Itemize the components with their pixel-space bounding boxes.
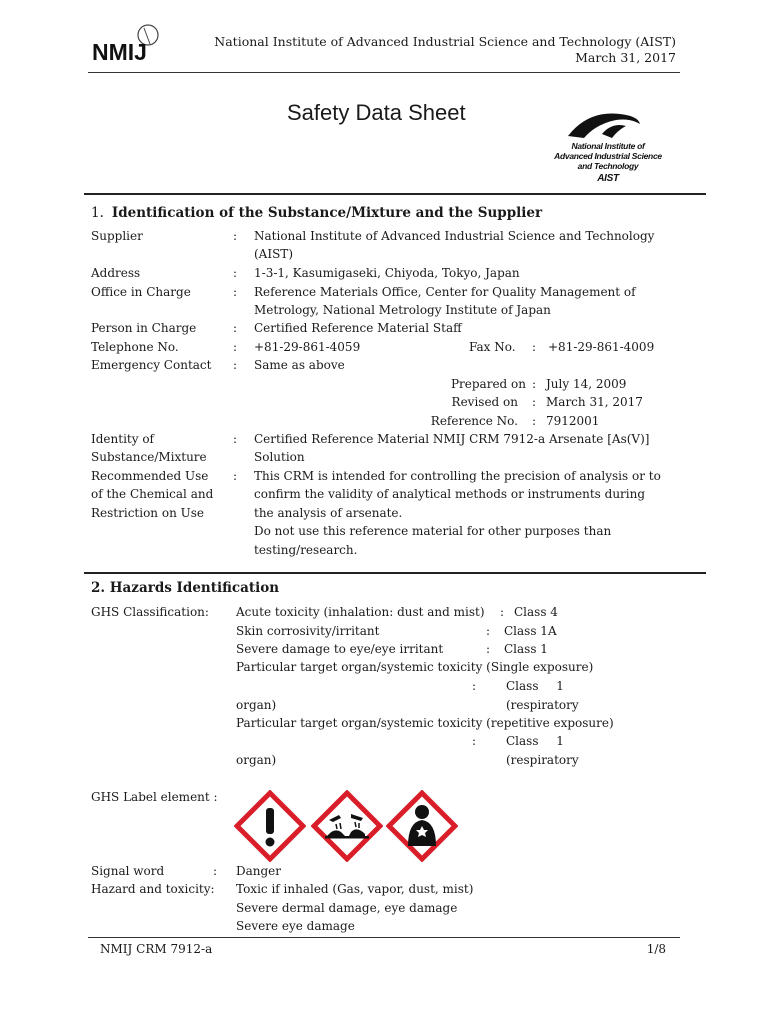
class-2-name: Skin corrosivity/irritant [236, 624, 380, 638]
colon: : [233, 432, 238, 446]
class-4-value-2: organ) [236, 698, 277, 712]
aist-swoosh-2 [602, 125, 626, 138]
footer-page-number: 1/8 [646, 942, 666, 956]
header-date: March 31, 2017 [575, 50, 676, 65]
use-value-2: confirm the validity of analytical methods or instruments during [254, 487, 646, 501]
hazard-toxicity-label: Hazard and toxicity: [91, 882, 215, 896]
revised-value: March 31, 2017 [546, 395, 643, 409]
section1-title: Identification of the Substance/Mixture and the Supplier [111, 205, 543, 221]
colon: : [233, 266, 238, 280]
colon: : [472, 734, 477, 748]
section1-divider [84, 193, 706, 195]
section1-number: 1. [91, 205, 104, 221]
prepared-value: July 14, 2009 [546, 377, 627, 391]
class-2-value: Class 1A [504, 624, 557, 638]
colon: : [472, 679, 477, 693]
page-title: Safety Data Sheet [287, 100, 466, 125]
colon: : [500, 605, 505, 619]
colon: : [486, 642, 491, 656]
aist-line-1: National Institute of [571, 141, 645, 151]
identity-label-2: Substance/Mixture [91, 450, 207, 464]
nmij-logo [90, 24, 170, 66]
address-value: 1-3-1, Kasumigaseki, Chiyoda, Tokyo, Japan [254, 266, 520, 280]
identity-label-1: Identity of [91, 432, 154, 446]
colon: : [532, 395, 537, 409]
use-value-1: This CRM is intended for controlling the precision of analysis or to [254, 469, 661, 483]
colon: : [532, 414, 537, 428]
supplier-value-2: (AIST) [254, 247, 293, 261]
header-organization: National Institute of Advanced Industrial Science and Technology (AIST) [214, 34, 676, 49]
person-value: Certified Reference Material Staff [254, 321, 462, 335]
aist-line-4: AIST [597, 173, 619, 184]
class-5-value-1: Class 1 (respiratory [506, 734, 579, 767]
colon: : [213, 864, 218, 878]
colon: : [532, 340, 537, 354]
identity-value-2: Solution [254, 450, 305, 464]
colon: : [233, 285, 238, 299]
aist-line-3: and Technology [577, 161, 639, 171]
class-5-value-2: organ) [236, 753, 277, 767]
address-label: Address [91, 266, 141, 280]
office-value-1: Reference Materials Office, Center for Quality Management of [254, 285, 636, 299]
colon: : [233, 229, 238, 243]
class-5-name: Particular target organ/systemic toxicity (repetitive exposure) [236, 716, 614, 730]
section2-heading: 2. Hazards Identification [91, 580, 280, 596]
use-value-4: Do not use this reference material for other purposes than [254, 524, 612, 538]
office-value-2: Metrology, National Metrology Institute of Japan [254, 303, 551, 317]
class-1-value: Class 4 [514, 605, 558, 619]
reference-no-value: 7912001 [546, 414, 600, 428]
supplier-value-1: National Institute of Advanced Industrial Science and Technology [254, 229, 655, 243]
class-3-name: Severe damage to eye/eye irritant [236, 642, 444, 656]
signal-word-value: Danger [236, 864, 282, 878]
supplier-label: Supplier [91, 229, 143, 243]
exclamation-mark-pictogram-icon [234, 790, 306, 862]
class-4-name: Particular target organ/systemic toxicity (Single exposure) [236, 660, 594, 674]
colon: : [532, 377, 537, 391]
use-label-3: Restriction on Use [91, 506, 204, 520]
emergency-value: Same as above [254, 358, 345, 372]
use-value-3: the analysis of arsenate. [254, 506, 403, 520]
class-1-name: Acute toxicity (inhalation: dust and mist) [236, 605, 485, 619]
colon: : [233, 321, 238, 335]
telephone-label: Telephone No. [91, 340, 179, 354]
telephone-value: +81-29-861-4059 [254, 340, 361, 354]
hazard-value-3: Severe eye damage [236, 919, 355, 933]
prepared-label: Prepared on [450, 377, 526, 391]
section1-heading [91, 205, 542, 221]
reference-no-label: Reference No. [430, 414, 518, 428]
office-label: Office in Charge [91, 285, 191, 299]
header-divider [88, 72, 680, 73]
section2-divider [84, 572, 706, 574]
health-hazard-pictogram-icon [386, 790, 458, 862]
revised-label: Revised on [451, 395, 518, 409]
use-value-5: testing/research. [254, 543, 358, 557]
hazard-value-2: Severe dermal damage, eye damage [236, 901, 458, 915]
aist-logo [540, 108, 680, 188]
emergency-label: Emergency Contact [91, 358, 212, 372]
ghs-classification-label: GHS Classification: [91, 605, 209, 619]
footer-document-id: NMIJ CRM 7912-a [100, 942, 213, 956]
colon: : [233, 469, 238, 483]
class-3-value: Class 1 [504, 642, 548, 656]
ghs-label-element-label: GHS Label element : [91, 790, 218, 804]
signal-word-label: Signal word [91, 864, 165, 878]
fax-value: +81-29-861-4009 [548, 340, 655, 354]
colon: : [233, 340, 238, 354]
identity-value-1: Certified Reference Material NMIJ CRM 7912-a Arsenate [As(V)] [254, 432, 650, 446]
use-label-2: of the Chemical and [91, 487, 214, 501]
corrosion-pictogram-icon [311, 790, 383, 862]
hazard-value-1: Toxic if inhaled (Gas, vapor, dust, mist) [236, 882, 474, 896]
use-label-1: Recommended Use [91, 469, 209, 483]
aist-line-2: Advanced Industrial Science [554, 151, 662, 161]
colon: : [486, 624, 491, 638]
fax-label: Fax No. [469, 340, 516, 354]
person-label: Person in Charge [91, 321, 197, 335]
logo-text: NMIJ [92, 39, 147, 65]
class-4-value-1: Class 1 (respiratory [506, 679, 579, 712]
footer-divider [88, 937, 680, 938]
colon: : [233, 358, 238, 372]
